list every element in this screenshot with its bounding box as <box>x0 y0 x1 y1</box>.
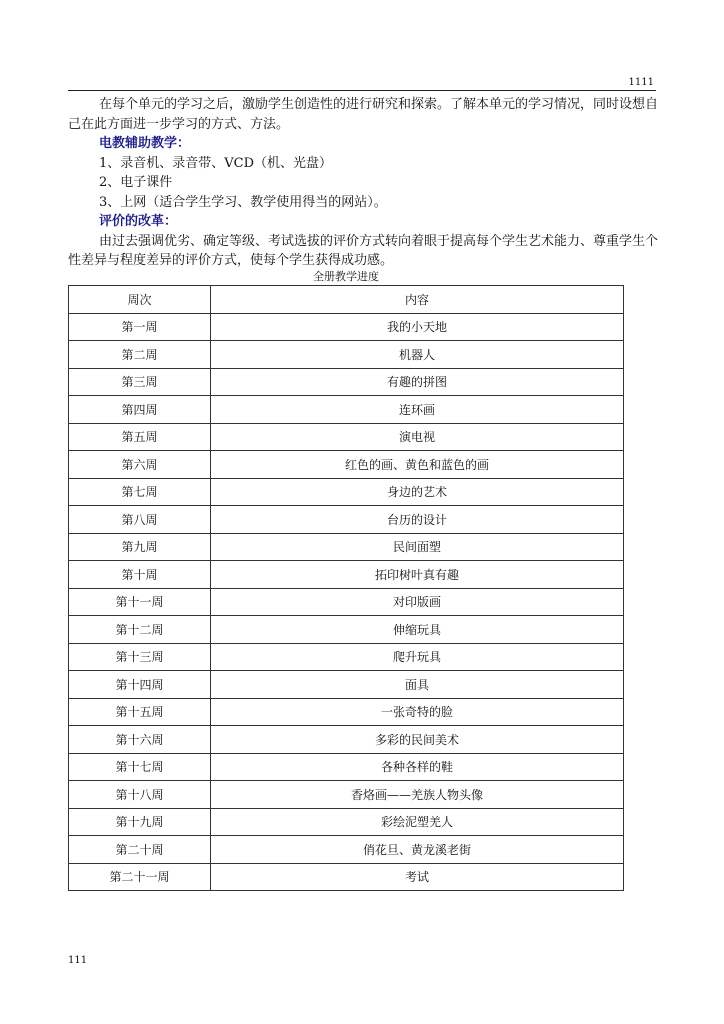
table-row <box>69 863 624 891</box>
content-cell: 考试 <box>211 863 624 891</box>
week-cell: 第一周 <box>69 313 211 341</box>
content-cell: 各种各样的鞋 <box>211 753 624 781</box>
media-heading: 电教辅助教学： <box>99 136 191 151</box>
week-cell: 第九周 <box>69 533 211 561</box>
content-cell: 红色的画、黄色和蓝色的画 <box>211 451 624 479</box>
week-cell: 第十二周 <box>69 616 211 644</box>
table-row <box>69 671 624 699</box>
evaluation-paragraph: 由过去强调优劣、确定等级、考试选拔的评价方式转向着眼于提高每个学生艺术能力、尊重学生个性差异与程度差异的评价方式，使每个学生获得成功感。 <box>68 233 659 268</box>
week-cell: 第二十周 <box>69 836 211 864</box>
table-row <box>69 451 624 479</box>
table-row <box>69 698 624 726</box>
header-divider <box>68 90 656 91</box>
table-row <box>69 506 624 534</box>
table-row <box>69 341 624 369</box>
week-cell: 第十一周 <box>69 588 211 616</box>
week-cell: 第十九周 <box>69 808 211 836</box>
intro-paragraph: 在每个单元的学习之后，激励学生创造性的进行研究和探索。了解本单元的学习情况，同时设想自己在此方面进一步学习的方式、方法。 <box>68 97 659 132</box>
media-item-3: 3、上网（适合学生学习、教学使用得当的网站）。 <box>99 194 387 210</box>
week-cell: 第五周 <box>69 423 211 451</box>
content-cell: 拓印树叶真有趣 <box>211 561 624 589</box>
week-cell: 第十六周 <box>69 726 211 754</box>
table-row <box>69 836 624 864</box>
week-cell: 第六周 <box>69 451 211 479</box>
week-column-header: 周次 <box>69 286 211 314</box>
table-caption: 全册教学进度 <box>313 270 379 283</box>
content-cell: 身边的艺术 <box>211 478 624 506</box>
table-row <box>69 616 624 644</box>
footer-page-number: 111 <box>68 955 88 966</box>
content-cell: 俏花旦、黄龙溪老街 <box>211 836 624 864</box>
content-cell: 香烙画——羌族人物头像 <box>211 781 624 809</box>
table-row <box>69 588 624 616</box>
content-cell: 面具 <box>211 671 624 699</box>
table-row <box>69 396 624 424</box>
content-cell: 机器人 <box>211 341 624 369</box>
table-row <box>69 478 624 506</box>
table-row <box>69 643 624 671</box>
header-page-number: 1111 <box>628 77 654 88</box>
table-row <box>69 726 624 754</box>
schedule-body <box>69 313 624 891</box>
table-row <box>69 533 624 561</box>
media-item-1: 1、录音机、录音带、VCD（机、光盘） <box>99 155 333 171</box>
week-cell: 第十周 <box>69 561 211 589</box>
table-row <box>69 561 624 589</box>
week-cell: 第十三周 <box>69 643 211 671</box>
content-cell: 多彩的民间美术 <box>211 726 624 754</box>
week-cell: 第八周 <box>69 506 211 534</box>
evaluation-heading: 评价的改革： <box>99 214 178 229</box>
content-cell: 我的小天地 <box>211 313 624 341</box>
content-cell: 爬升玩具 <box>211 643 624 671</box>
week-cell: 第十五周 <box>69 698 211 726</box>
content-cell: 演电视 <box>211 423 624 451</box>
table-row <box>69 423 624 451</box>
table-row <box>69 313 624 341</box>
schedule-table <box>68 285 624 891</box>
week-cell: 第四周 <box>69 396 211 424</box>
week-cell: 第十七周 <box>69 753 211 781</box>
week-cell: 第三周 <box>69 368 211 396</box>
week-cell: 第十八周 <box>69 781 211 809</box>
content-column-header: 内容 <box>211 286 624 314</box>
week-cell: 第七周 <box>69 478 211 506</box>
week-cell: 第二十一周 <box>69 863 211 891</box>
body-text <box>68 95 658 271</box>
media-item-2: 2、电子课件 <box>99 175 173 190</box>
content-cell: 伸缩玩具 <box>211 616 624 644</box>
content-cell: 彩绘泥塑羌人 <box>211 808 624 836</box>
content-cell: 民间面塑 <box>211 533 624 561</box>
content-cell: 台历的设计 <box>211 506 624 534</box>
content-cell: 有趣的拼图 <box>211 368 624 396</box>
content-cell: 对印版画 <box>211 588 624 616</box>
table-row <box>69 781 624 809</box>
table-row <box>69 368 624 396</box>
week-cell: 第十四周 <box>69 671 211 699</box>
table-row <box>69 753 624 781</box>
table-header-row <box>69 286 624 314</box>
table-row <box>69 808 624 836</box>
content-cell: 连环画 <box>211 396 624 424</box>
week-cell: 第二周 <box>69 341 211 369</box>
content-cell: 一张奇特的脸 <box>211 698 624 726</box>
